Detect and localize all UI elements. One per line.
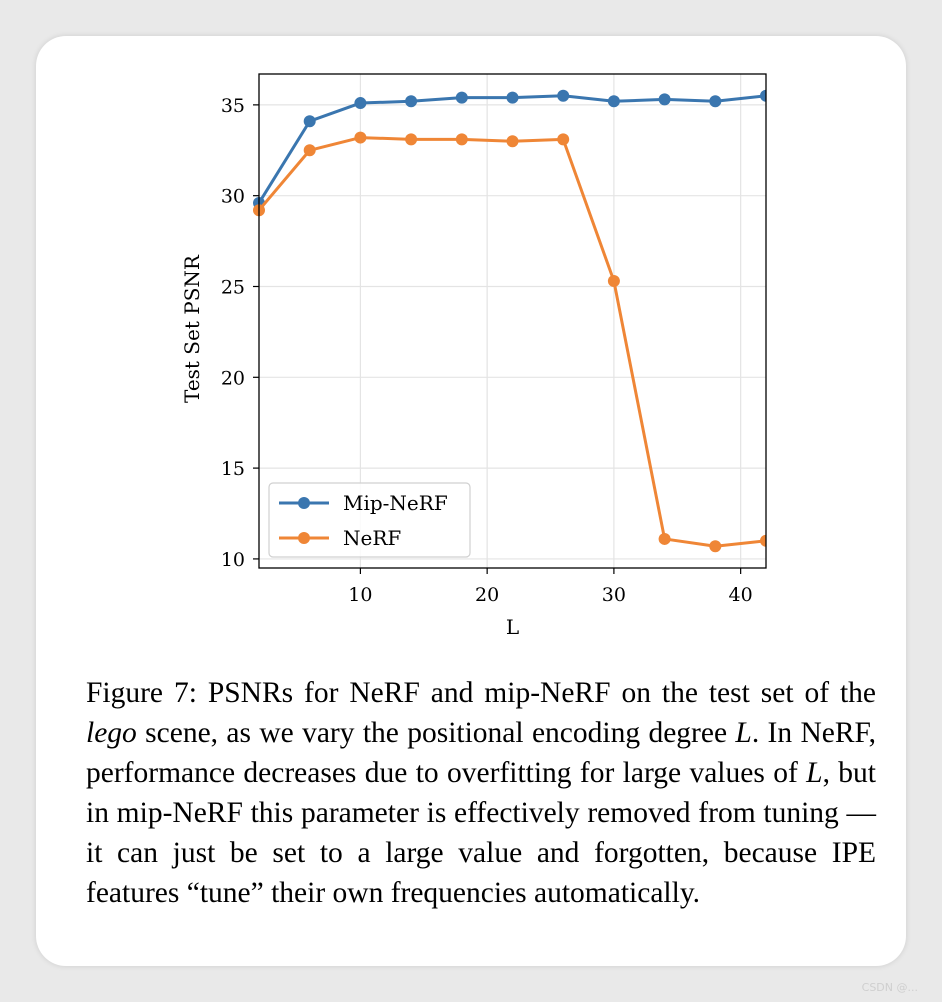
data-point <box>456 92 468 104</box>
data-point <box>304 115 316 127</box>
data-point <box>557 90 569 102</box>
legend-marker <box>298 497 310 509</box>
legend-label: NeRF <box>343 526 402 550</box>
data-point <box>405 133 417 145</box>
x-axis-label: L <box>505 615 520 639</box>
data-point <box>659 93 671 105</box>
y-tick-label: 30 <box>220 185 245 208</box>
y-tick-label: 10 <box>220 548 245 571</box>
data-point <box>354 132 366 144</box>
caption-italic-L: L <box>735 717 752 749</box>
legend <box>269 483 470 557</box>
y-tick-label: 15 <box>220 458 245 481</box>
data-point <box>709 540 721 552</box>
x-tick-label: 10 <box>348 584 373 606</box>
x-tick-label: 20 <box>475 584 500 606</box>
data-point <box>507 135 519 147</box>
data-point <box>608 275 620 287</box>
data-point <box>304 144 316 156</box>
data-point <box>709 95 721 107</box>
x-tick-label: 40 <box>728 584 753 606</box>
caption-text-3: . In NeRF, performance decreases due to overfitting for large values of <box>86 717 876 789</box>
y-tick-label: 25 <box>220 276 245 299</box>
caption-italic-lego: lego <box>86 717 137 749</box>
data-point <box>507 92 519 104</box>
y-axis-label: Test Set PSNR <box>180 255 204 403</box>
legend-marker <box>298 532 310 544</box>
data-point <box>354 97 366 109</box>
data-point <box>405 95 417 107</box>
caption-italic-L-2: L <box>806 757 823 789</box>
data-point <box>659 533 671 545</box>
caption-text-4: , but in mip-NeRF this parameter is effectively removed from tuning — it can just be set to a large value and forgotten, because IPE features “tune” their own frequencies automatically. <box>86 757 876 909</box>
figure-caption <box>86 673 876 913</box>
x-tick-label: 30 <box>601 584 626 606</box>
caption-text-2: scene, as we vary the positional encoding degree <box>136 717 736 749</box>
series-line <box>259 96 766 203</box>
legend-label: Mip-NeRF <box>343 491 448 515</box>
y-tick-label: 35 <box>220 94 245 117</box>
data-point <box>608 95 620 107</box>
series-0 <box>253 90 772 209</box>
watermark: CSDN @... <box>861 981 918 994</box>
data-point <box>557 133 569 145</box>
caption-text-1: Figure 7: PSNRs for NeRF and mip-NeRF on the test set of the <box>86 677 876 709</box>
data-point <box>456 133 468 145</box>
y-tick-label: 20 <box>220 367 245 390</box>
